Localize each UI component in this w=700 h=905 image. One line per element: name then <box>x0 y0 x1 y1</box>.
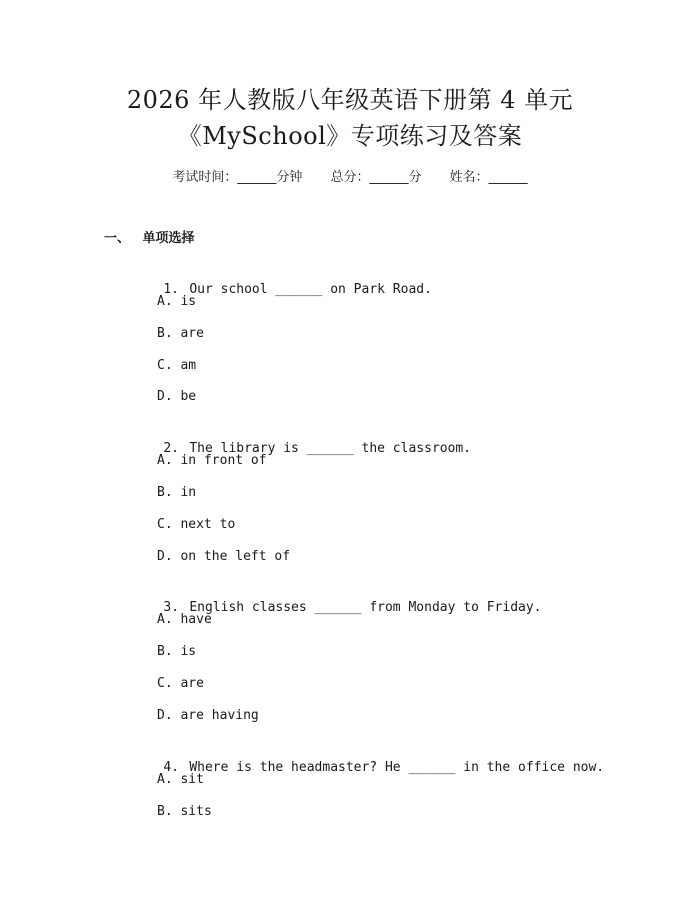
total-score: 总分：______分 <box>330 170 422 185</box>
document-title-line-1: 2026 年人教版八年级英语下册第 4 单元 <box>126 86 574 114</box>
option: A. have <box>157 612 212 627</box>
option: C. next to <box>157 517 236 532</box>
option: B. sits <box>157 804 212 819</box>
section-number: 一、 <box>104 231 131 246</box>
option: C. are <box>157 676 204 691</box>
option: B. are <box>157 326 204 341</box>
section-heading <box>104 229 195 249</box>
question-number: 3. <box>163 600 179 615</box>
document-title-line-2: 《MySchool》专项练习及答案 <box>177 122 523 150</box>
section-title: 单项选择 <box>142 231 195 246</box>
option: A. is <box>157 294 197 309</box>
option: D. be <box>157 389 197 404</box>
option: C. am <box>157 358 197 373</box>
exam-meta <box>0 168 700 188</box>
question-number: 1. <box>163 282 179 297</box>
question-text: Where is the headmaster? He ______ in the office now. <box>189 760 605 775</box>
question-number: 4. <box>163 760 179 775</box>
student-name: 姓名：______ <box>449 170 528 185</box>
exam-time: 考试时间：______分钟 <box>172 170 303 185</box>
option: A. sit <box>157 772 204 787</box>
question-text: The library is ______ the classroom. <box>189 441 472 456</box>
question-text: Our school ______ on Park Road. <box>189 282 432 297</box>
question-text: English classes ______ from Monday to Friday. <box>189 600 542 615</box>
question-number: 2. <box>163 441 179 456</box>
option: D. on the left of <box>157 549 291 564</box>
option: D. are having <box>157 708 259 723</box>
option: B. is <box>157 644 197 659</box>
option: A. in front of <box>157 453 267 468</box>
option: B. in <box>157 485 197 500</box>
